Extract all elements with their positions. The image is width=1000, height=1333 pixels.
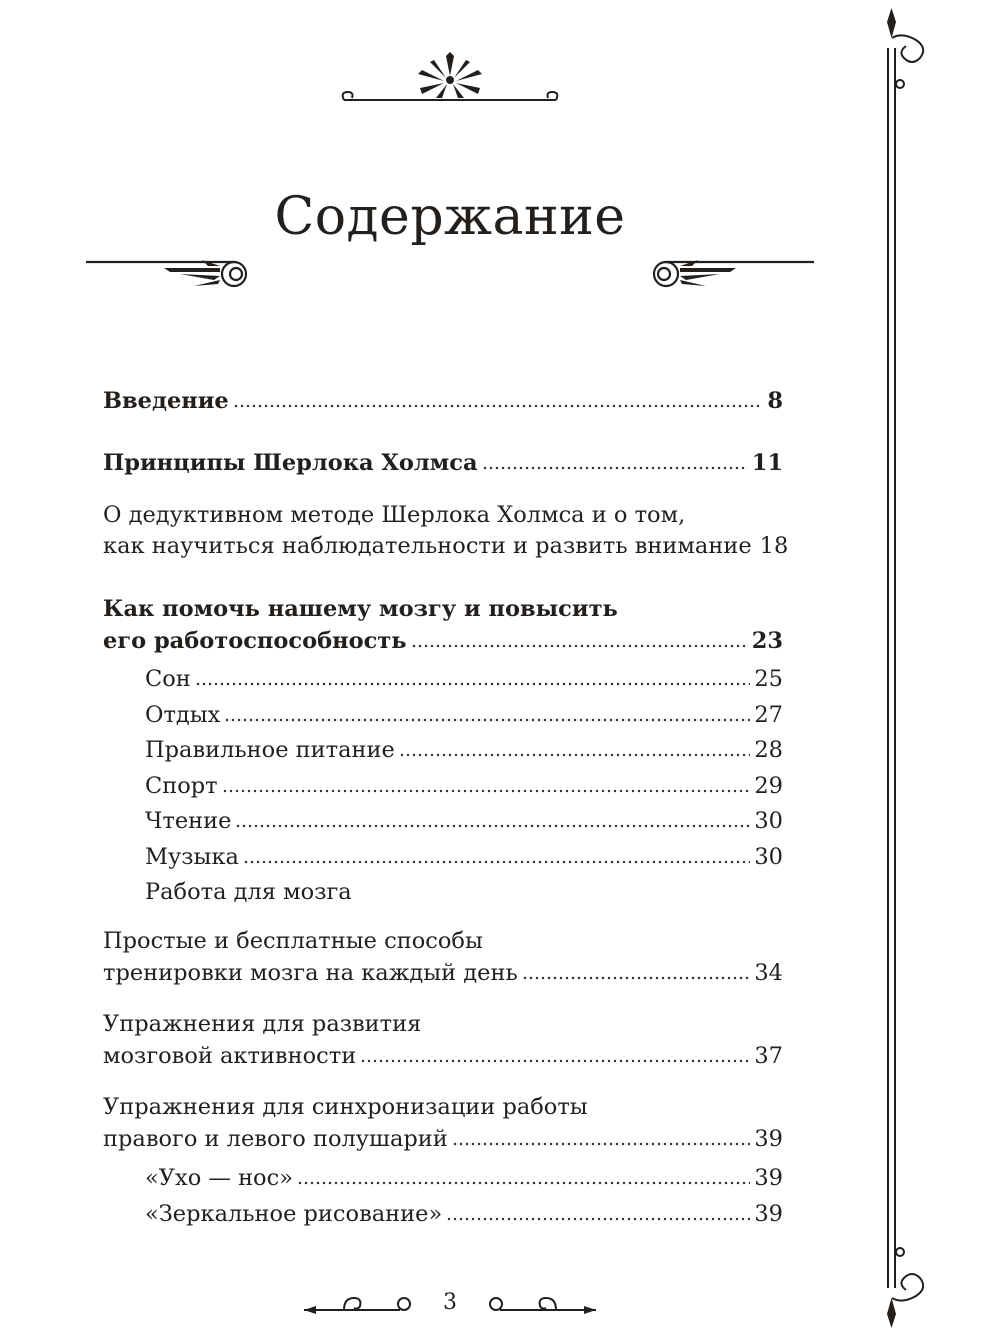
dot-leader bbox=[452, 1142, 751, 1146]
toc-entry-brain-line1[interactable] bbox=[103, 591, 783, 627]
toc-subentry-page: 39 bbox=[754, 1201, 783, 1227]
dot-leader bbox=[411, 644, 748, 648]
toc-entry-label: Упражнения для развития bbox=[103, 1011, 422, 1037]
toc-entry-label: О дедуктивном методе Шерлока Холмса и о том, bbox=[103, 502, 686, 528]
toc-entry-page: 39 bbox=[754, 1126, 783, 1152]
dot-leader bbox=[522, 976, 751, 980]
toc-entry-label: тренировки мозга на каждый день bbox=[103, 960, 518, 986]
toc-subentry-page: 28 bbox=[754, 737, 783, 763]
toc-subentry-label: Спорт bbox=[145, 773, 218, 799]
toc-subentry-page: 25 bbox=[754, 666, 783, 692]
toc-subentry-label: «Ухо — нос» bbox=[145, 1165, 293, 1191]
toc-subentry-label: «Зеркальное рисование» bbox=[145, 1201, 443, 1227]
toc-subentry-label: Музыка bbox=[145, 844, 239, 870]
toc-entry-sync[interactable] bbox=[103, 1121, 783, 1157]
toc-entry-page: 8 bbox=[767, 388, 783, 414]
dot-leader bbox=[222, 789, 751, 793]
right-title-ornament bbox=[646, 248, 816, 294]
toc-subentry[interactable] bbox=[145, 839, 783, 875]
toc-entry-exercises[interactable] bbox=[103, 1038, 783, 1074]
top-ornament bbox=[338, 52, 562, 112]
toc-subentry-page: 29 bbox=[754, 773, 783, 799]
toc-subentry[interactable] bbox=[145, 803, 783, 839]
toc-subentry-page: 27 bbox=[754, 702, 783, 728]
dot-leader bbox=[224, 718, 750, 722]
dot-leader bbox=[360, 1059, 750, 1063]
toc-subentry-label: Правильное питание bbox=[145, 737, 395, 763]
left-title-ornament bbox=[84, 248, 254, 294]
toc-entry-page: 37 bbox=[754, 1043, 783, 1069]
toc-entry-brain[interactable] bbox=[103, 623, 783, 659]
toc-subentry-page: 30 bbox=[754, 808, 783, 834]
toc-entry-label: Как помочь нашему мозгу и повысить bbox=[103, 596, 618, 622]
dot-leader bbox=[482, 466, 748, 470]
toc-entry-simple-line1[interactable] bbox=[103, 923, 783, 959]
toc-entry-label: Упражнения для синхронизации работы bbox=[103, 1094, 588, 1120]
bottom-left-ornament bbox=[300, 1292, 420, 1320]
toc-entry-principles[interactable] bbox=[103, 445, 783, 481]
toc-entry-intro[interactable] bbox=[103, 383, 783, 419]
toc-subentry-page: 30 bbox=[754, 844, 783, 870]
toc-subentry[interactable] bbox=[145, 874, 783, 910]
toc-subentry-label: Чтение bbox=[145, 808, 232, 834]
toc-subentry[interactable] bbox=[145, 768, 783, 804]
toc-subentry[interactable] bbox=[145, 1160, 783, 1196]
dot-leader bbox=[297, 1181, 750, 1185]
dot-leader bbox=[195, 682, 751, 686]
toc-entry-page: 23 bbox=[751, 628, 783, 654]
toc-subentry[interactable] bbox=[145, 732, 783, 768]
toc-entry-exercises-line1[interactable] bbox=[103, 1006, 783, 1042]
toc-entry-label: Введение bbox=[103, 388, 229, 414]
toc-subentry[interactable] bbox=[145, 1196, 783, 1232]
dot-leader bbox=[233, 404, 764, 408]
toc-entry-label: Принципы Шерлока Холмса bbox=[103, 450, 478, 476]
toc-entry-label: Простые и бесплатные способы bbox=[103, 928, 483, 954]
toc-entry-page: 11 bbox=[751, 450, 783, 476]
toc-subentry-page: 39 bbox=[754, 1165, 783, 1191]
toc-entry-sync-line1[interactable] bbox=[103, 1089, 783, 1125]
vertical-border-ornament bbox=[866, 8, 934, 1328]
toc-entry-simple[interactable] bbox=[103, 955, 783, 991]
dot-leader bbox=[243, 860, 750, 864]
page-title: Содержание bbox=[274, 186, 626, 247]
bottom-right-ornament bbox=[480, 1292, 600, 1320]
dot-leader bbox=[446, 1217, 750, 1221]
toc-subentry-label: Сон bbox=[145, 666, 191, 692]
toc-entry-label: мозговой активности bbox=[103, 1043, 357, 1069]
toc-subentry[interactable] bbox=[145, 661, 783, 697]
toc-entry-label: как научиться наблюдательности и развить внимание bbox=[103, 533, 752, 559]
toc-entry-deductive[interactable] bbox=[103, 528, 789, 564]
toc-entry-page: 34 bbox=[754, 960, 783, 986]
toc-entry-label: его работоспособность bbox=[103, 628, 407, 654]
page-number: 3 bbox=[443, 1290, 457, 1315]
toc-subentry[interactable] bbox=[145, 697, 783, 733]
toc-subentry-label: Отдых bbox=[145, 702, 221, 728]
dot-leader bbox=[399, 753, 751, 757]
toc-entry-label: правого и левого полушарий bbox=[103, 1126, 448, 1152]
toc-subentry-label: Работа для мозга bbox=[145, 879, 352, 905]
toc-entry-page: 18 bbox=[759, 533, 789, 559]
dot-leader bbox=[235, 824, 750, 828]
